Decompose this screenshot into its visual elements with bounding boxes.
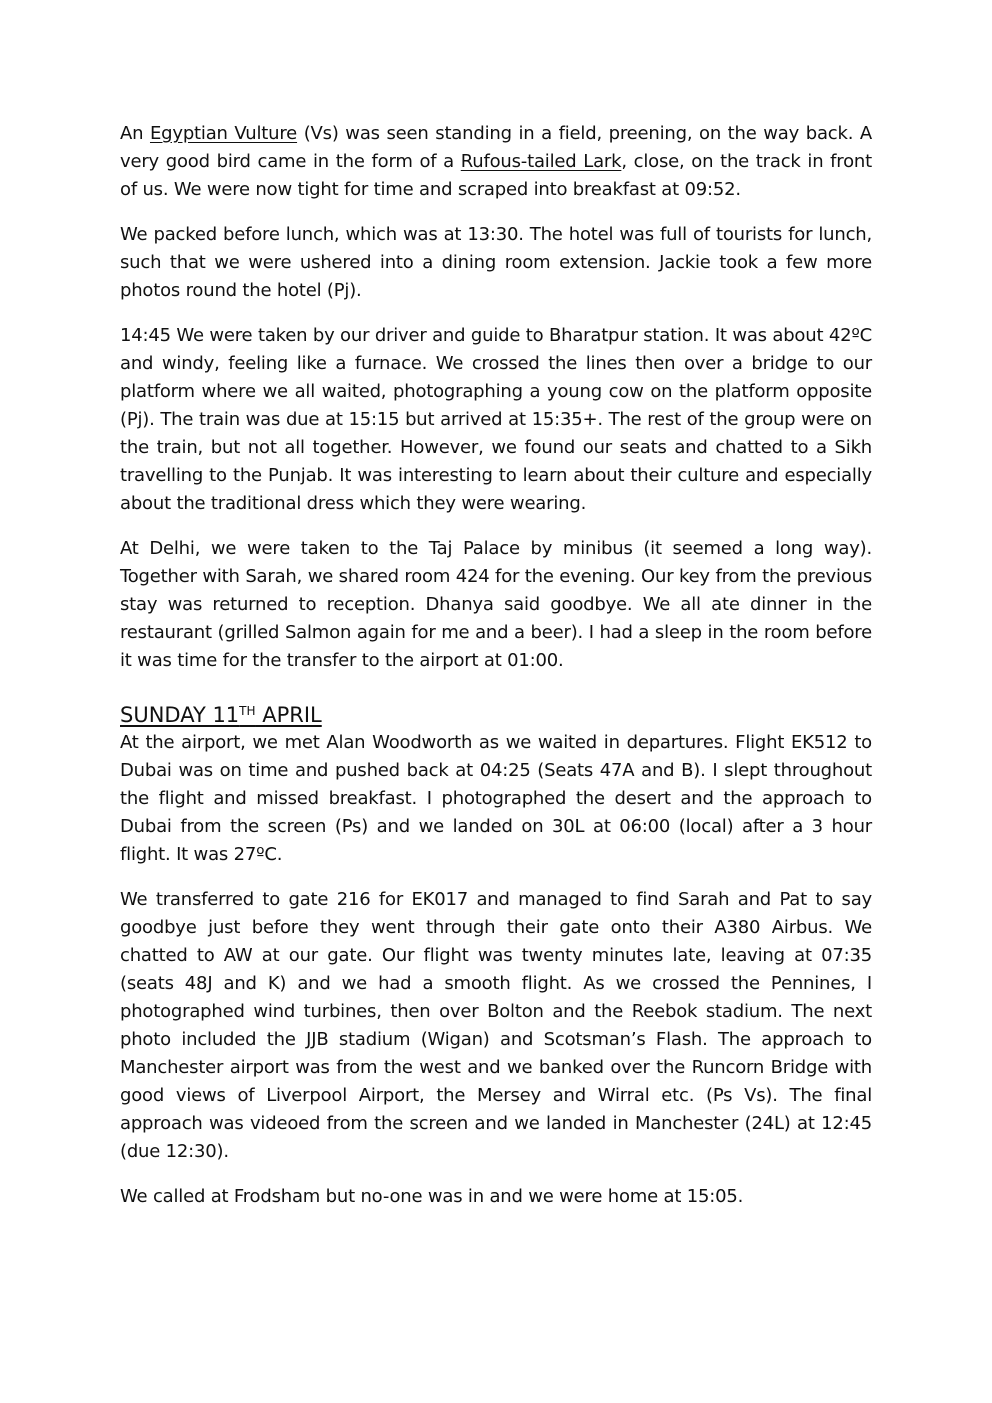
heading-superscript: TH xyxy=(239,704,256,718)
paragraph-text: (Vs) was seen standing in a field, preening, on the way back. A very good bird came in the form of a xyxy=(120,123,872,172)
heading-text: APRIL xyxy=(255,703,322,727)
heading-text: SUNDAY 11 xyxy=(120,703,240,727)
paragraph-dubai-flight: At the airport, we met Alan Woodworth as we waited in departures. Flight EK512 to Dubai was on time and pushed back at 04:25 (Seats 47A and B). I slept throughout the flight and missed breakfast. I photographed the desert and the approach to Dubai from the screen (Ps) and we landed on 30L at 06:00 (local) after a 3 hour flight. It was 27ºC. xyxy=(120,732,872,865)
paragraph-vulture-lark xyxy=(120,120,872,204)
paragraph-text: , close, on the track in front of us. We were now tight for time and scraped into breakfast at 09:52. xyxy=(120,151,872,200)
paragraph-delhi: At Delhi, we were taken to the Taj Palace by minibus (it seemed a long way). Together with Sarah, we shared room 424 for the evening. Our key from the previous stay was returned to reception. Dhanya said goodbye. We all ate dinner in the restaurant (grilled Salmon again for me and a beer). I had a sleep in the room before it was time for the transfer to the airport at 01:00. xyxy=(120,538,872,671)
paragraph-home: We called at Frodsham but no-one was in and we were home at 15:05. xyxy=(120,1186,744,1207)
paragraph-text: An xyxy=(120,123,150,144)
paragraph-lunch: We packed before lunch, which was at 13:30. The hotel was full of tourists for lunch, such that we were ushered into a dining room extension. Jackie took a few more photos round the hotel (Pj). xyxy=(120,224,872,301)
paragraph-bharatpur-train: 14:45 We were taken by our driver and guide to Bharatpur station. It was about 42ºC and windy, feeling like a furnace. We crossed the lines then over a bridge to our platform where we all waited, photographing a young cow on the platform opposite (Pj). The train was due at 15:15 but arrived at 15:35+. The rest of the group were on the train, but not all together. However, we found our seats and chatted to a Sikh travelling to the Punjab. It was interesting to learn about their culture and especially about the traditional dress which they were wearing. xyxy=(120,325,872,514)
section-heading-sunday xyxy=(120,701,872,729)
paragraph-manchester-flight: We transferred to gate 216 for EK017 and managed to find Sarah and Pat to say goodbye just before they went through their gate onto their A380 Airbus. We chatted to AW at our gate. Our flight was twenty minutes late, leaving at 07:35 (seats 48J and K) and we had a smooth flight. As we crossed the Pennines, I photographed wind turbines, then over Bolton and the Reebok stadium. The next photo included the JJB stadium (Wigan) and Scotsman’s Flash. The approach to Manchester airport was from the west and we banked over the Runcorn Bridge with good views of Liverpool Airport, the Mersey and Wirral etc. (Ps Vs). The final approach was videoed from the screen and we landed in Manchester (24L) at 12:45 (due 12:30). xyxy=(120,889,872,1162)
species-egyptian-vulture: Egyptian Vulture xyxy=(149,123,298,144)
species-rufous-tailed-lark: Rufous-tailed Lark xyxy=(460,151,622,172)
document-page xyxy=(120,120,872,1228)
